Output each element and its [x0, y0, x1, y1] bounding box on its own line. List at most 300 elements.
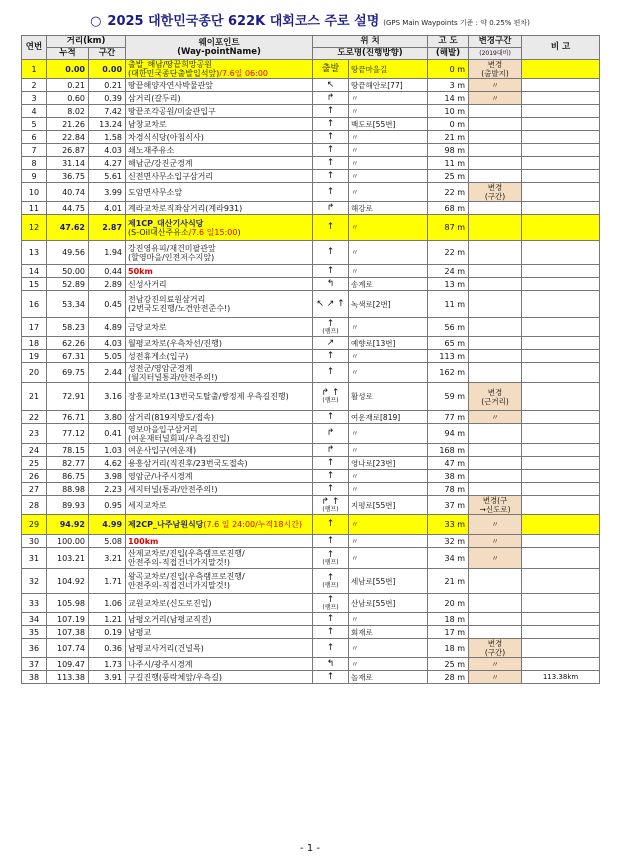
altitude: 20 m: [428, 594, 469, 613]
waypoint-name: 신성사거리: [128, 279, 167, 289]
waypoint-name: 남평교: [128, 627, 152, 637]
road-name: 활성로: [349, 383, 428, 411]
table-row: [22, 515, 600, 535]
direction-glyph: ↱: [326, 92, 335, 103]
note-cell: [522, 202, 600, 215]
altitude: 11 m: [428, 291, 469, 318]
altitude: 34 m: [428, 548, 469, 569]
change-section: [469, 535, 522, 548]
segment-km: 0.00: [89, 60, 126, 79]
direction-glyph: ↰: [326, 278, 335, 289]
change-label: 〃: [491, 80, 499, 90]
direction-arrow-icon: [313, 483, 349, 496]
change-detail: (구간): [484, 192, 506, 201]
table-row: [22, 548, 600, 569]
direction-arrow-icon: [313, 215, 349, 241]
direction-glyph: ↑: [326, 519, 335, 529]
table-row: [22, 594, 600, 613]
note-cell: [522, 535, 600, 548]
direction-glyph: ↑: [326, 318, 335, 329]
change-section: [469, 457, 522, 470]
altitude: 22 m: [428, 241, 469, 265]
table-row: [22, 131, 600, 144]
segment-km: 4.99: [89, 515, 126, 535]
direction-glyph: ↑: [326, 186, 335, 197]
segment-km: 7.42: [89, 105, 126, 118]
direction-glyph: ↑: [326, 170, 335, 181]
row-number: 12: [22, 215, 47, 241]
row-number: 35: [22, 626, 47, 639]
direction-glyph: ↑: [326, 411, 335, 422]
note-cell: [522, 105, 600, 118]
direction-glyph: ↑: [326, 222, 335, 232]
change-section: [469, 118, 522, 131]
table-row: [22, 350, 600, 363]
segment-km: 4.01: [89, 202, 126, 215]
note-cell: [522, 639, 600, 658]
note-cell: [522, 79, 600, 92]
altitude: 56 m: [428, 318, 469, 337]
segment-km: 1.73: [89, 658, 126, 671]
change-section: [469, 613, 522, 626]
direction-glyph: ↑: [326, 626, 335, 637]
note-cell: [522, 337, 600, 350]
road-name: 〃: [349, 92, 428, 105]
segment-km: 3.80: [89, 411, 126, 424]
waypoint-cell: [126, 291, 313, 318]
cumulative-km: 44.75: [47, 202, 89, 215]
direction-glyph: ↱: [326, 428, 335, 438]
note-cell: [522, 92, 600, 105]
row-number: 2: [22, 79, 47, 92]
direction-arrow-icon: [313, 548, 349, 569]
change-section: [469, 170, 522, 183]
cumulative-km: 52.89: [47, 278, 89, 291]
waypoint-name: 성전휴게소(입구): [128, 351, 189, 361]
row-number: 16: [22, 291, 47, 318]
change-label: 변경: [487, 60, 503, 69]
note-cell: [522, 569, 600, 594]
table-row: [22, 60, 600, 79]
cumulative-km: 88.98: [47, 483, 89, 496]
note-cell: [522, 658, 600, 671]
row-number: 1: [22, 60, 47, 79]
waypoint-name: 세지교차로: [128, 500, 167, 510]
cumulative-km: 69.75: [47, 363, 89, 383]
direction-glyph: ↑: [326, 131, 335, 142]
change-label: 〃: [491, 520, 499, 529]
altitude: 47 m: [428, 457, 469, 470]
road-name: 〃: [349, 131, 428, 144]
change-section: [469, 265, 522, 278]
waypoint-cell: [126, 671, 313, 684]
waypoint-name: 제2CP_나주남원식당: [128, 520, 204, 529]
direction-arrow-icon: [313, 496, 349, 515]
altitude: 87 m: [428, 215, 469, 241]
header-waypoint-en: (Way-pointName): [177, 46, 261, 57]
note-cell: [522, 350, 600, 363]
altitude: 33 m: [428, 515, 469, 535]
table-row: [22, 170, 600, 183]
road-name: 예향로[13번]: [349, 337, 428, 350]
waypoint-detail: (여운재터널회피/우측길진입): [128, 433, 230, 443]
header-location: 위 치: [313, 36, 428, 48]
road-name: 〃: [349, 639, 428, 658]
waypoint-detail: 안전주의-직접건너가지말것!): [128, 581, 230, 590]
change-section: [469, 383, 522, 411]
note-cell: [522, 131, 600, 144]
waypoint-name: 남평교사거리(건널목): [128, 643, 204, 653]
road-name: 〃: [349, 241, 428, 265]
segment-km: 1.06: [89, 594, 126, 613]
waypoint-name: 성전군/영암군경계: [128, 363, 193, 373]
road-name: 〃: [349, 444, 428, 457]
change-section: [469, 444, 522, 457]
note-cell: [522, 444, 600, 457]
waypoint-cell: [126, 483, 313, 496]
segment-km: 3.16: [89, 383, 126, 411]
note-cell: [522, 457, 600, 470]
waypoint-name: 월평교차로(우측차선/진행): [128, 338, 222, 348]
note-cell: [522, 613, 600, 626]
header-no: 연번: [22, 36, 47, 60]
direction-glyph: ↑: [326, 572, 335, 583]
direction-glyph: ↰: [326, 658, 335, 669]
altitude: 59 m: [428, 383, 469, 411]
altitude: 3 m: [428, 79, 469, 92]
road-name: 땅끝해안로[77]: [349, 79, 428, 92]
segment-km: 4.03: [89, 144, 126, 157]
waypoint-name: 삼거리(갈두리): [128, 93, 181, 103]
note-cell: [522, 157, 600, 170]
cumulative-km: 0.00: [47, 60, 89, 79]
road-name: 영나로[23번]: [349, 457, 428, 470]
segment-km: 0.36: [89, 639, 126, 658]
row-number: 37: [22, 658, 47, 671]
table-row: [22, 241, 600, 265]
waypoint-cell: [126, 337, 313, 350]
cumulative-km: 105.98: [47, 594, 89, 613]
table-row: [22, 411, 600, 424]
cumulative-km: 86.75: [47, 470, 89, 483]
note-cell: [522, 496, 600, 515]
waypoint-detail: (월지터널통과/안전주의!): [128, 372, 218, 382]
segment-km: 1.71: [89, 569, 126, 594]
waypoint-name: 제1CP_대산기사식당: [128, 218, 204, 228]
direction-glyph: ↑: [326, 350, 335, 361]
altitude: 38 m: [428, 470, 469, 483]
waypoint-name: 삼거리(819지방도/접속): [128, 412, 215, 422]
waypoint-name: 나주시/광주시경계: [128, 659, 193, 669]
change-section: [469, 496, 522, 515]
waypoint-time-note: (7.6 일 24:00/누적18시간): [203, 520, 303, 529]
direction-arrow-icon: [313, 470, 349, 483]
altitude: 25 m: [428, 170, 469, 183]
road-name: 세남로[55번]: [349, 569, 428, 594]
direction-glyph: ↑: [326, 671, 335, 682]
row-number: 14: [22, 265, 47, 278]
road-name: 〃: [349, 483, 428, 496]
direction-arrow-icon: [313, 79, 349, 92]
change-section: [469, 92, 522, 105]
direction-glyph: ↖: [326, 79, 335, 90]
table-row: [22, 383, 600, 411]
cumulative-km: 47.62: [47, 215, 89, 241]
waypoint-cell: [126, 105, 313, 118]
change-label: 변경: [487, 639, 503, 648]
direction-arrow-icon: [313, 639, 349, 658]
change-section: [469, 671, 522, 684]
direction-glyph: ↗: [326, 337, 335, 348]
waypoint-time-note: /7.6일 06:00: [219, 69, 269, 78]
waypoint-name: 도암면사무소앞: [128, 187, 183, 197]
road-name: 〃: [349, 548, 428, 569]
note-cell: [522, 183, 600, 202]
direction-arrow-icon: [313, 265, 349, 278]
road-name: 〃: [349, 170, 428, 183]
waypoint-name: 남평오거리(남평교직진): [128, 614, 212, 624]
altitude: 32 m: [428, 535, 469, 548]
change-detail: (출발지): [481, 69, 509, 78]
cumulative-km: 0.60: [47, 92, 89, 105]
change-section: [469, 278, 522, 291]
header-note: 비 고: [522, 36, 600, 60]
note-cell: [522, 594, 600, 613]
table-row: [22, 535, 600, 548]
direction-arrow-icon: [313, 318, 349, 337]
change-section: [469, 241, 522, 265]
table-row: [22, 157, 600, 170]
table-row: [22, 639, 600, 658]
cumulative-km: 40.74: [47, 183, 89, 202]
direction-arrow-icon: [313, 535, 349, 548]
direction-arrow-icon: [313, 658, 349, 671]
direction-glyph: ↑: [326, 247, 335, 257]
title-subtitle: (GPS Main Waypoints 기준 : 약 0.25% 편차): [383, 19, 530, 27]
change-section: [469, 215, 522, 241]
altitude: 21 m: [428, 569, 469, 594]
row-number: 7: [22, 144, 47, 157]
waypoint-cell: [126, 183, 313, 202]
road-name: 〃: [349, 265, 428, 278]
change-section: [469, 350, 522, 363]
direction-arrow-icon: [313, 118, 349, 131]
segment-km: 1.03: [89, 444, 126, 457]
ramp-label: (램프): [322, 505, 339, 513]
direction-arrow-icon: [313, 569, 349, 594]
note-cell: [522, 548, 600, 569]
direction-glyph: ↱ ↑: [321, 388, 340, 398]
waypoint-name: 차경식식당(아침식사): [128, 132, 204, 142]
waypoint-cell: [126, 144, 313, 157]
change-section: [469, 594, 522, 613]
cumulative-km: 113.38: [47, 671, 89, 684]
waypoint-detail-close: ): [237, 227, 241, 237]
direction-glyph: ↑: [326, 594, 335, 605]
direction-glyph: ↑: [326, 470, 335, 481]
ramp-label: (램프): [322, 581, 339, 589]
change-section: [469, 79, 522, 92]
table-row: [22, 79, 600, 92]
altitude: 78 m: [428, 483, 469, 496]
direction-arrow-icon: [313, 383, 349, 411]
cumulative-km: 78.15: [47, 444, 89, 457]
ramp-label: (램프): [322, 603, 339, 611]
waypoint-name: 왕곡교차로/진입(우측램프로진행/: [128, 572, 245, 581]
direction-arrow-icon: [313, 515, 349, 535]
table-body: [22, 60, 600, 684]
row-number: 15: [22, 278, 47, 291]
segment-km: 2.23: [89, 483, 126, 496]
table-header: [22, 36, 600, 60]
row-number: 33: [22, 594, 47, 613]
change-section: [469, 626, 522, 639]
note-cell: [522, 170, 600, 183]
waypoint-cell: [126, 457, 313, 470]
direction-glyph: ↱ ↑: [321, 496, 340, 507]
change-label: 〃: [491, 553, 499, 563]
altitude: 13 m: [428, 278, 469, 291]
change-label: 〃: [491, 93, 499, 103]
direction-arrow-icon: [313, 92, 349, 105]
cumulative-km: 109.47: [47, 658, 89, 671]
road-name: 〃: [349, 424, 428, 444]
waypoint-cell: [126, 535, 313, 548]
row-number: 23: [22, 424, 47, 444]
road-name: 송계로: [349, 278, 428, 291]
altitude: 98 m: [428, 144, 469, 157]
waypoint-name: 장흥교차로(13번국도탈출/쌍정제 우측길진행): [128, 392, 289, 401]
direction-glyph: ↖ ↗ ↑: [316, 298, 345, 309]
direction-glyph: ↑: [326, 144, 335, 155]
altitude: 65 m: [428, 337, 469, 350]
header-altitude: 고 도: [428, 36, 469, 48]
change-label: 변경(구: [482, 496, 508, 505]
road-name: 백도로[55번]: [349, 118, 428, 131]
header-altitude-unit: (해발): [428, 48, 469, 60]
cumulative-km: 62.26: [47, 337, 89, 350]
table-row: [22, 457, 600, 470]
waypoint-cell: [126, 411, 313, 424]
change-section: [469, 60, 522, 79]
change-section: [469, 569, 522, 594]
segment-km: 5.05: [89, 350, 126, 363]
row-number: 20: [22, 363, 47, 383]
direction-arrow-icon: [313, 337, 349, 350]
note-cell: 113.38km: [522, 671, 600, 684]
direction-arrow-icon: [313, 444, 349, 457]
segment-km: 2.87: [89, 215, 126, 241]
waypoint-cell: [126, 444, 313, 457]
waypoint-name: 계라교차로직좌삼거리(계라931): [128, 203, 243, 213]
change-label: 〃: [491, 672, 499, 682]
direction-arrow-icon: [313, 60, 349, 79]
segment-km: 2.44: [89, 363, 126, 383]
table-row: [22, 496, 600, 515]
change-label: 〃: [491, 412, 499, 422]
waypoint-cell: [126, 363, 313, 383]
change-section: [469, 548, 522, 569]
cumulative-km: 107.19: [47, 613, 89, 626]
row-number: 10: [22, 183, 47, 202]
change-section: [469, 157, 522, 170]
table-row: [22, 569, 600, 594]
direction-glyph: ↑: [326, 535, 335, 546]
waypoint-name: 구길진행(풍락체앞/우측길): [128, 672, 222, 682]
cumulative-km: 89.93: [47, 496, 89, 515]
table-row: [22, 92, 600, 105]
header-road: 도로명(진행방향): [313, 48, 428, 60]
waypoint-name: 땅끝해양자연사박물관앞: [128, 80, 214, 90]
row-number: 38: [22, 671, 47, 684]
road-name: 〃: [349, 183, 428, 202]
waypoint-cell: [126, 241, 313, 265]
altitude: 162 m: [428, 363, 469, 383]
note-cell: [522, 144, 600, 157]
page-number: - 1 -: [300, 843, 320, 854]
change-section: [469, 183, 522, 202]
segment-km: 3.98: [89, 470, 126, 483]
direction-arrow-icon: [313, 105, 349, 118]
table-row: [22, 183, 600, 202]
waypoint-cell: [126, 470, 313, 483]
ramp-label: (램프): [322, 397, 339, 404]
direction-arrow-icon: [313, 626, 349, 639]
row-number: 36: [22, 639, 47, 658]
waypoint-detail: (대한민국종단출발입석앞): [128, 69, 220, 78]
waypoint-name: 세지터널(통과/안전주의!): [128, 484, 218, 494]
altitude: 28 m: [428, 671, 469, 684]
altitude: 94 m: [428, 424, 469, 444]
waypoint-name: 50km: [128, 266, 153, 276]
change-section: [469, 291, 522, 318]
note-cell: [522, 318, 600, 337]
cumulative-km: 67.31: [47, 350, 89, 363]
row-number: 24: [22, 444, 47, 457]
waypoint-cell: [126, 594, 313, 613]
waypoint-name: 여운사입구(여운재): [128, 445, 197, 455]
cumulative-km: 107.38: [47, 626, 89, 639]
direction-glyph: ↑: [326, 157, 335, 168]
row-number: 27: [22, 483, 47, 496]
change-section: [469, 105, 522, 118]
note-cell: [522, 265, 600, 278]
table-row: [22, 658, 600, 671]
note-cell: [522, 278, 600, 291]
change-section: [469, 658, 522, 671]
direction-glyph: ↑: [326, 549, 335, 560]
waypoint-name: 금당교차로: [128, 322, 167, 332]
cumulative-km: 104.92: [47, 569, 89, 594]
cumulative-km: 58.23: [47, 318, 89, 337]
altitude: 17 m: [428, 626, 469, 639]
road-name: 해강로: [349, 202, 428, 215]
segment-km: 0.95: [89, 496, 126, 515]
cumulative-km: 49.56: [47, 241, 89, 265]
row-number: 8: [22, 157, 47, 170]
change-section: [469, 337, 522, 350]
table-row: [22, 278, 600, 291]
road-name: 〃: [349, 363, 428, 383]
change-detail: →신도로): [479, 505, 511, 514]
cumulative-km: 26.87: [47, 144, 89, 157]
row-number: 21: [22, 383, 47, 411]
waypoint-name: 100km: [128, 536, 159, 546]
waypoint-detail: (S-Oil대산주유소: [128, 227, 189, 237]
waypoint-name: 영보마을입구삼거리: [128, 424, 198, 434]
segment-km: 0.41: [89, 424, 126, 444]
row-number: 17: [22, 318, 47, 337]
